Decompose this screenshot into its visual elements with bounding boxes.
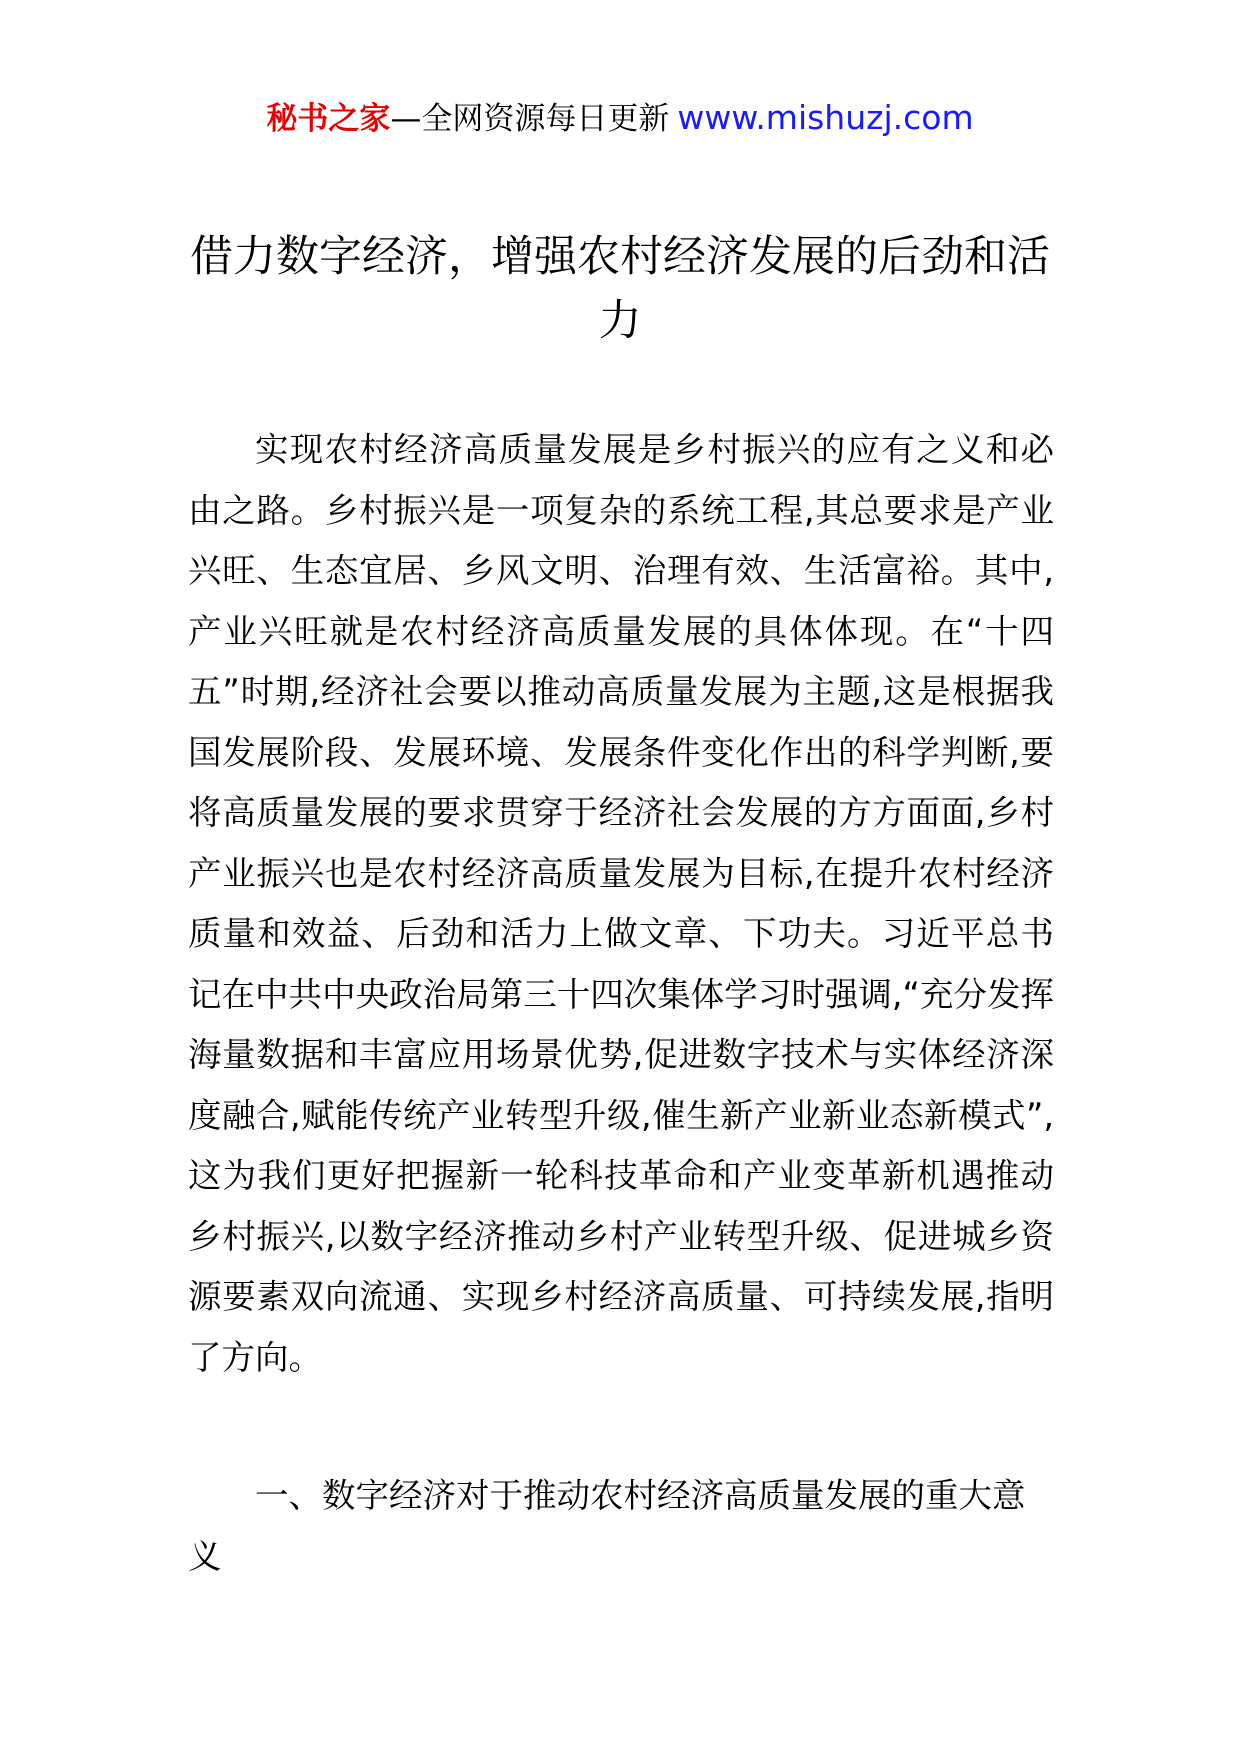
site-header bbox=[0, 98, 1240, 139]
header-slogan: —全网资源每日更新 bbox=[390, 101, 670, 137]
body-paragraph: 实现农村经济高质量发展是乡村振兴的应有之义和必由之路。乡村振兴是一项复杂的系统工程,其总要求是产业兴旺、生态宜居、乡风文明、治理有效、生活富裕。其中,产业兴旺就是农村经济高质量发展的具体体现。在“十四五”时期,经济社会要以推动高质量发展为主题,这是根据我国发展阶段、发展环境、发展条件变化作出的科学判断,要将高质量发展的要求贯穿于经济社会发展的方方面面,乡村产业振兴也是农村经济高质量发展为目标,在提升农村经济质量和效益、后劲和活力上做文章、下功夫。习近平总书记在中共中央政治局第三十四次集体学习时强调,“充分发挥海量数据和丰富应用场景优势,促进数字技术与实体经济深度融合,赋能传统产业转型升级,催生新产业新业态新模式”,这为我们更好把握新一轮科技革命和产业变革新机遇推动乡村振兴,以数字经济推动乡村产业转型升级、促进城乡资源要素双向流通、实现乡村经济高质量、可持续发展,指明了方向。 bbox=[188, 430, 1054, 1377]
site-url-link[interactable]: www.mishuzj.com bbox=[677, 98, 974, 137]
section-heading: 一、数字经济对于推动农村经济高质量发展的重大意义 bbox=[188, 1476, 1026, 1576]
brand-name: 秘书之家 bbox=[266, 101, 391, 137]
document-title: 借力数字经济，增强农村经济发展的后劲和活力 bbox=[190, 232, 1050, 346]
